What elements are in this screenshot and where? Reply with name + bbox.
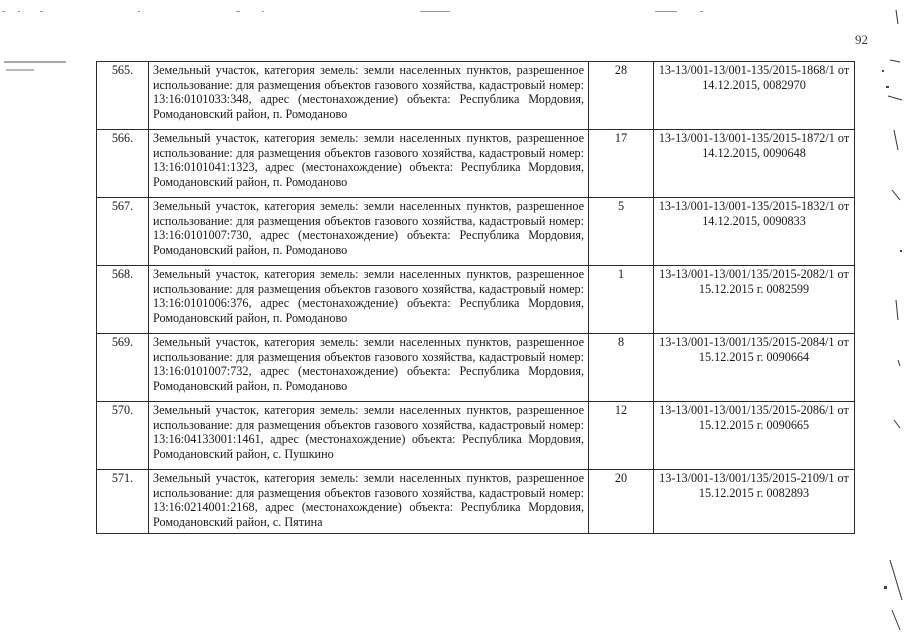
scan-edge-marks-left	[4, 58, 66, 78]
table-row	[97, 198, 855, 266]
table-row	[97, 470, 855, 534]
table-row	[97, 266, 855, 334]
row-number: 565.	[97, 62, 149, 130]
row-number: 567.	[97, 198, 149, 266]
row-description: Земельный участок, категория земель: земли населенных пунктов, разрешенное использование: для размещения объектов газового хозяйства, кадастровый номер: 13:16:0101033:348, адрес (местонахождение) объекта: Республика Мордовия, Ромодановский район, п. Ромоданово	[149, 62, 589, 130]
row-registration: 13-13/001-13/001/135/2015-2086/1 от 15.12.2015 г. 0090665	[654, 402, 855, 470]
row-description: Земельный участок, категория земель: земли населенных пунктов, разрешенное использование: для размещения объектов газового хозяйства, кадастровый номер: 13:16:0101006:376, адрес (местонахождение) объекта: Республика Мордовия, Ромодановский район, п. Ромоданово	[149, 266, 589, 334]
row-number: 570.	[97, 402, 149, 470]
table-row	[97, 130, 855, 198]
table-row	[97, 334, 855, 402]
row-description: Земельный участок, категория земель: земли населенных пунктов, разрешенное использование: для размещения объектов газового хозяйства, кадастровый номер: 13:16:0101007:730, адрес (местонахождение) объекта: Республика Мордовия, Ромодановский район, п. Ромоданово	[149, 198, 589, 266]
row-description: Земельный участок, категория земель: земли населенных пунктов, разрешенное использование: для размещения объектов газового хозяйства, кадастровый номер: 13:16:0214001:2168, адрес (местонахождение) объекта: Республика Мордовия, Ромодановский район, с. Пятина	[149, 470, 589, 534]
row-number: 569.	[97, 334, 149, 402]
row-number: 568.	[97, 266, 149, 334]
row-description: Земельный участок, категория земель: земли населенных пунктов, разрешенное использование: для размещения объектов газового хозяйства, кадастровый номер: 13:16:0101041:1323, адрес (местонахождение) объекта: Республика Мордовия, Ромодановский район, п. Ромоданово	[149, 130, 589, 198]
row-number: 566.	[97, 130, 149, 198]
row-registration: 13-13/001-13/001/135/2015-2084/1 от 15.12.2015 г. 0090664	[654, 334, 855, 402]
row-count: 17	[589, 130, 654, 198]
row-registration: 13-13/001-13/001-135/2015-1872/1 от 14.12.2015, 0090648	[654, 130, 855, 198]
table-row	[97, 402, 855, 470]
table-row	[97, 62, 855, 130]
row-count: 5	[589, 198, 654, 266]
row-registration: 13-13/001-13/001-135/2015-1832/1 от 14.12.2015, 0090833	[654, 198, 855, 266]
row-count: 20	[589, 470, 654, 534]
row-count: 12	[589, 402, 654, 470]
row-registration: 13-13/001-13/001/135/2015-2082/1 от 15.12.2015 г. 0082599	[654, 266, 855, 334]
scan-edge-marks-right	[876, 0, 905, 640]
scan-edge-marks-top	[0, 10, 905, 14]
row-description: Земельный участок, категория земель: земли населенных пунктов, разрешенное использование: для размещения объектов газового хозяйства, кадастровый номер: 13:16:0101007:732, адрес (местонахождение) объекта: Республика Мордовия, Ромодановский район, п. Ромоданово	[149, 334, 589, 402]
row-count: 8	[589, 334, 654, 402]
row-count: 1	[589, 266, 654, 334]
property-registry-table	[96, 61, 855, 534]
row-registration: 13-13/001-13/001-135/2015-1868/1 от 14.12.2015, 0082970	[654, 62, 855, 130]
row-description: Земельный участок, категория земель: земли населенных пунктов, разрешенное использование: для размещения объектов газового хозяйства, кадастровый номер: 13:16:04133001:1461, адрес (местонахождение) объекта: Республика Мордовия, Ромодановский район, с. Пушкино	[149, 402, 589, 470]
page-number: 92	[855, 32, 868, 47]
row-number: 571.	[97, 470, 149, 534]
row-count: 28	[589, 62, 654, 130]
row-registration: 13-13/001-13/001/135/2015-2109/1 от 15.12.2015 г. 0082893	[654, 470, 855, 534]
